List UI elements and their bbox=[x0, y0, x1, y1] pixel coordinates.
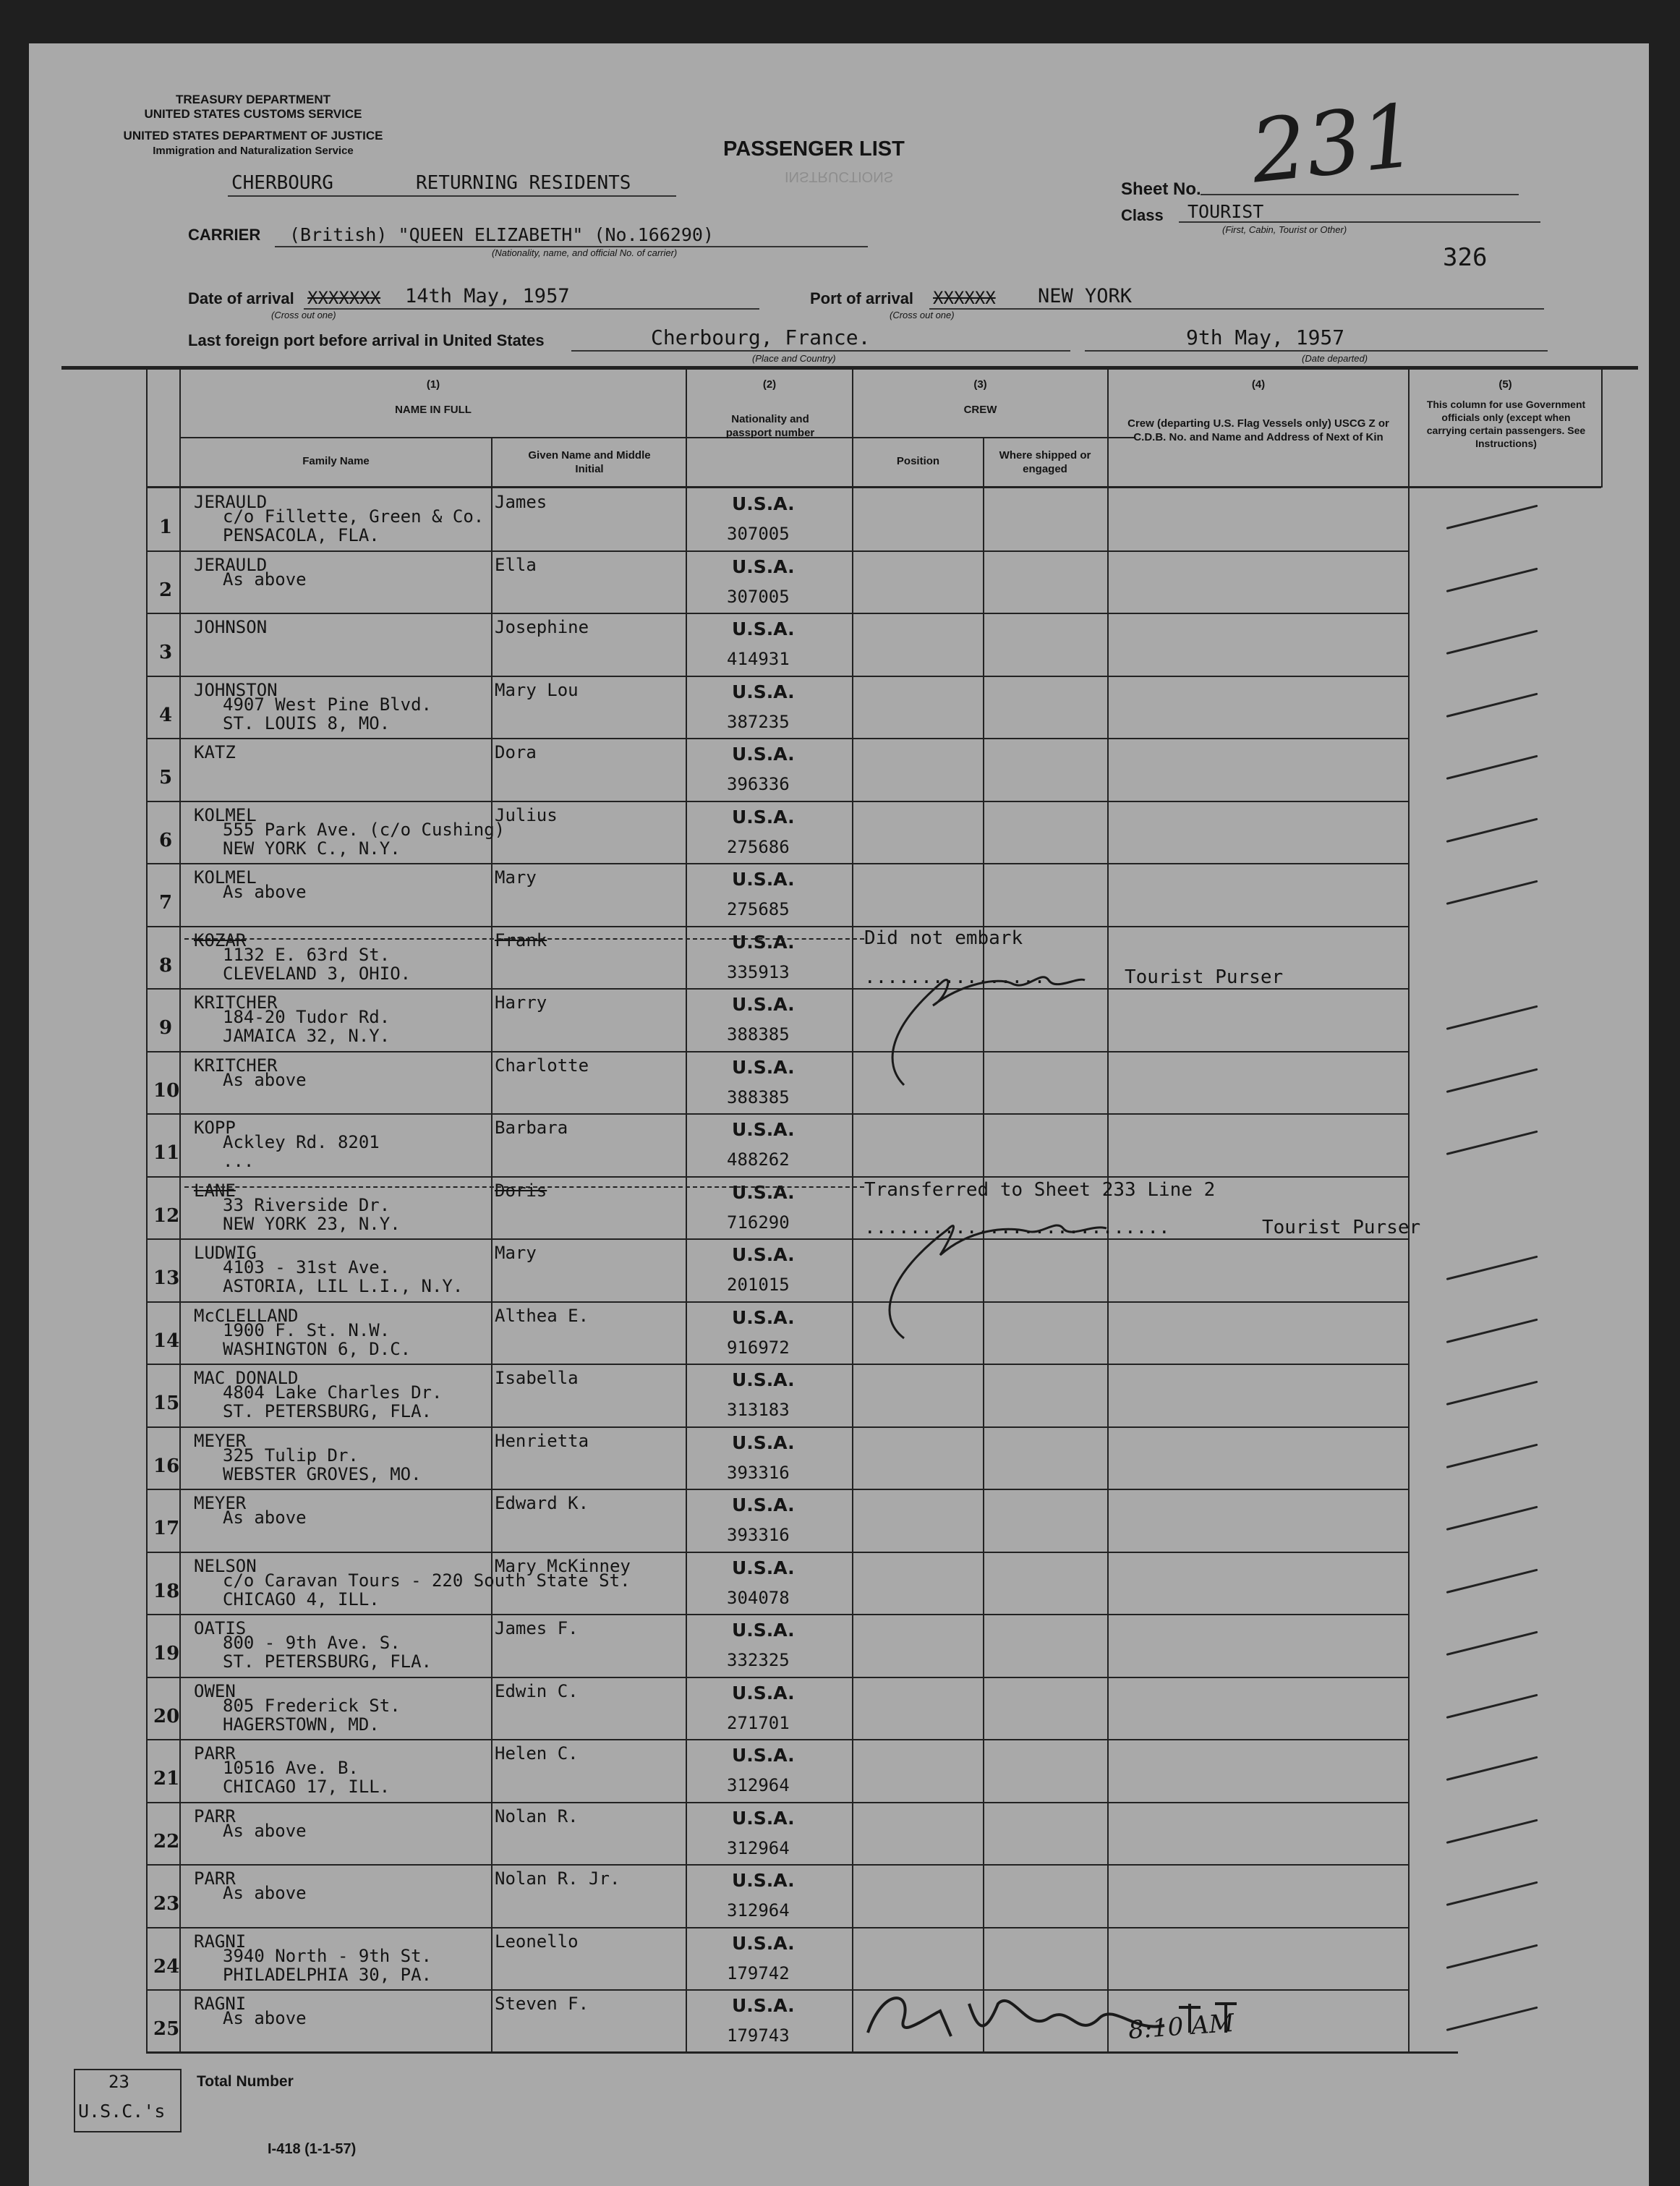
family-name: JOHNSTON bbox=[194, 679, 278, 700]
row-rule bbox=[146, 1301, 1410, 1303]
position-heading: Position bbox=[896, 455, 940, 467]
nationality: U.S.A. bbox=[732, 1995, 795, 2016]
check-mark bbox=[1446, 880, 1538, 905]
row8-note: Did not embark bbox=[864, 927, 1023, 949]
row-rule bbox=[146, 926, 1410, 927]
address-line-1: 805 Frederick St. bbox=[223, 1695, 401, 1716]
row-rule bbox=[146, 1426, 1410, 1428]
class-line bbox=[1179, 220, 1540, 223]
given-name: Althea E. bbox=[495, 1305, 589, 1326]
address-line-2: ST. PETERSBURG, FLA. bbox=[223, 1401, 432, 1421]
check-mark bbox=[1446, 755, 1538, 780]
passport-number: 307005 bbox=[727, 586, 790, 607]
row-rule bbox=[146, 1364, 1410, 1365]
nationality: U.S.A. bbox=[732, 1432, 795, 1453]
check-mark bbox=[1446, 1443, 1538, 1468]
address-line-2: NEW YORK C., N.Y. bbox=[223, 838, 401, 859]
passport-number: 271701 bbox=[727, 1712, 790, 1733]
check-mark bbox=[1446, 1693, 1538, 1718]
check-mark bbox=[1446, 1005, 1538, 1030]
passport-number: 179742 bbox=[727, 1962, 790, 1983]
address-line-1: 4804 Lake Charles Dr. bbox=[223, 1382, 443, 1403]
check-mark bbox=[1446, 1131, 1538, 1155]
departed-value: 9th May, 1957 bbox=[1186, 326, 1345, 349]
given-name: Doris bbox=[495, 1180, 547, 1201]
passport-number: 179743 bbox=[727, 2025, 790, 2046]
class-caption: (First, Cabin, Tourist or Other) bbox=[1222, 224, 1347, 235]
given-name: Nolan R. bbox=[495, 1806, 579, 1826]
address-line-1: As above bbox=[223, 569, 307, 590]
arrival-crossed: XXXXXXX bbox=[307, 288, 381, 308]
row-number: 6 bbox=[159, 829, 173, 851]
row-number: 11 bbox=[153, 1142, 180, 1164]
nationality: U.S.A. bbox=[732, 931, 795, 953]
passport-number: 335913 bbox=[727, 961, 790, 982]
address-line-2: CLEVELAND 3, OHIO. bbox=[223, 963, 412, 984]
agency-line-2: UNITED STATES CUSTOMS SERVICE bbox=[144, 107, 362, 121]
row-rule bbox=[146, 1552, 1410, 1553]
total-number-label: Total Number bbox=[197, 2073, 294, 2090]
nationality: U.S.A. bbox=[732, 1745, 795, 1766]
address-line-2: NEW YORK 23, N.Y. bbox=[223, 1213, 401, 1234]
class-value: TOURIST bbox=[1187, 201, 1264, 222]
col1-number: (1) bbox=[426, 378, 440, 391]
agency-line-3: UNITED STATES DEPARTMENT OF JUSTICE bbox=[123, 129, 383, 143]
address-line-1: As above bbox=[223, 1507, 307, 1528]
passport-number: 275686 bbox=[727, 836, 790, 857]
nationality: U.S.A. bbox=[732, 556, 795, 577]
sheet-number: 231 bbox=[1246, 85, 1422, 203]
given-name: Julius bbox=[495, 804, 558, 825]
row-number: 13 bbox=[153, 1267, 180, 1289]
crew-departing-heading: Crew (departing U.S. Flag Vessels only) USCG Z or C.D.B. No. and Name and Address of Next of Kin bbox=[1127, 417, 1389, 443]
given-name: James bbox=[495, 492, 547, 512]
family-name: NELSON bbox=[194, 1555, 257, 1576]
given-name: Barbara bbox=[495, 1118, 568, 1138]
address-line-2: CHICAGO 17, ILL. bbox=[223, 1777, 391, 1797]
given-name: Edward K. bbox=[495, 1493, 589, 1513]
passport-number: 201015 bbox=[727, 1275, 790, 1295]
given-name: Mary bbox=[495, 867, 537, 888]
row-rule bbox=[146, 863, 1410, 864]
arrival-label: Date of arrival bbox=[188, 289, 294, 307]
row-number: 23 bbox=[153, 1893, 180, 1915]
nationality: U.S.A. bbox=[732, 1306, 795, 1328]
row-number: 8 bbox=[159, 954, 173, 977]
given-name: Isabella bbox=[495, 1368, 579, 1388]
row-number: 10 bbox=[153, 1079, 180, 1102]
arrival-value: 14th May, 1957 bbox=[405, 285, 570, 307]
family-name: OATIS bbox=[194, 1618, 247, 1638]
row12-dots: ........................... bbox=[864, 1217, 1170, 1238]
row-number: 19 bbox=[153, 1643, 180, 1664]
col-right-edge bbox=[1601, 369, 1603, 488]
passport-number: 393316 bbox=[727, 1462, 790, 1483]
check-mark bbox=[1446, 1944, 1538, 1968]
arrival-line bbox=[304, 307, 759, 310]
row8-signature bbox=[861, 940, 1135, 1100]
check-mark bbox=[1446, 1881, 1538, 1906]
total-box-count: 23 bbox=[108, 2072, 129, 2092]
given-name: Harry bbox=[495, 992, 547, 1013]
nationality: U.S.A. bbox=[732, 1119, 795, 1140]
row-rule bbox=[146, 1677, 1410, 1678]
row-rule bbox=[146, 1489, 1410, 1490]
family-name: KOLMEL bbox=[194, 867, 257, 888]
check-mark bbox=[1446, 817, 1538, 842]
row-rule bbox=[146, 613, 1410, 614]
family-name: KOPP bbox=[194, 1118, 236, 1138]
given-name: James F. bbox=[495, 1618, 579, 1638]
given-name: Dora bbox=[495, 742, 537, 762]
col3-number: (3) bbox=[973, 378, 987, 391]
nationality: U.S.A. bbox=[732, 1557, 795, 1578]
address-line-2: ST. PETERSBURG, FLA. bbox=[223, 1651, 432, 1672]
name-in-full-heading: NAME IN FULL bbox=[395, 404, 472, 416]
port-arrival-label: Port of arrival bbox=[810, 289, 914, 307]
address-line-2: JAMAICA 32, N.Y. bbox=[223, 1026, 391, 1046]
carrier-value: (British) "QUEEN ELIZABETH" (No.166290) bbox=[289, 224, 714, 245]
address-line-1: 4907 West Pine Blvd. bbox=[223, 694, 432, 715]
row-rule bbox=[146, 1051, 1410, 1052]
address-line-2: CHICAGO 4, ILL. bbox=[223, 1589, 380, 1609]
sheet-label: Sheet No. bbox=[1121, 179, 1201, 199]
given-name: Henrietta bbox=[495, 1430, 589, 1451]
nationality: U.S.A. bbox=[732, 1932, 795, 1954]
row-number: 17 bbox=[153, 1518, 180, 1539]
port-crossed: XXXXXX bbox=[933, 288, 996, 308]
given-name: Mary bbox=[495, 1243, 537, 1263]
nationality: U.S.A. bbox=[732, 1620, 795, 1641]
address-line-1: As above bbox=[223, 1069, 307, 1090]
passport-number: 332325 bbox=[727, 1650, 790, 1670]
passport-number: 313183 bbox=[727, 1400, 790, 1420]
address-line-2: WEBSTER GROVES, MO. bbox=[223, 1463, 422, 1484]
row-number: 12 bbox=[153, 1204, 180, 1227]
given-name: Edwin C. bbox=[495, 1680, 579, 1701]
given-name: Nolan R. Jr. bbox=[495, 1868, 621, 1889]
row-rule bbox=[146, 1739, 1410, 1740]
carrier-caption: (Nationality, name, and official No. of carrier) bbox=[492, 247, 678, 258]
passport-number: 396336 bbox=[727, 774, 790, 794]
check-mark bbox=[1446, 1068, 1538, 1092]
header-sub-rule bbox=[181, 437, 1135, 438]
row-number: 9 bbox=[159, 1017, 173, 1039]
given-name: Ella bbox=[495, 554, 537, 575]
agency-line-4: Immigration and Naturalization Service bbox=[153, 145, 354, 157]
row-number: 2 bbox=[159, 579, 173, 601]
nationality: U.S.A. bbox=[732, 618, 795, 639]
check-mark bbox=[1446, 1568, 1538, 1593]
nationality: U.S.A. bbox=[732, 869, 795, 890]
check-mark bbox=[1446, 1318, 1538, 1343]
nationality: U.S.A. bbox=[732, 493, 795, 514]
row-rule bbox=[146, 550, 1410, 552]
last-port-value: Cherbourg, France. bbox=[651, 326, 871, 349]
passport-number: 388385 bbox=[727, 1086, 790, 1107]
family-name: KRITCHER bbox=[194, 992, 278, 1013]
nationality: U.S.A. bbox=[732, 1682, 795, 1704]
row-rule bbox=[146, 1864, 1410, 1866]
passport-number: 916972 bbox=[727, 1337, 790, 1358]
address-line-2: ... bbox=[223, 1151, 255, 1171]
family-name: MEYER bbox=[194, 1493, 247, 1513]
family-name: LANE bbox=[194, 1180, 236, 1201]
address-line-1: As above bbox=[223, 882, 307, 902]
last-port-line bbox=[571, 349, 1070, 352]
govt-use-heading: This column for use Government officials only (except when carrying certain passengers. See Instructions) bbox=[1426, 399, 1586, 449]
address-line-1: As above bbox=[223, 1883, 307, 1903]
address-line-1: 184-20 Tudor Rd. bbox=[223, 1007, 391, 1027]
address-line-1: c/o Fillette, Green & Co. bbox=[223, 506, 485, 527]
given-name: Steven F. bbox=[495, 1994, 589, 2014]
row-number: 14 bbox=[153, 1330, 180, 1352]
port-arrival-value: NEW YORK bbox=[1038, 285, 1133, 307]
family-name-heading: Family Name bbox=[302, 455, 370, 467]
faint-instructions-title: INSTRUCTIONS bbox=[785, 169, 893, 184]
family-name: KOLMEL bbox=[194, 804, 257, 825]
departed-caption: (Date departed) bbox=[1302, 353, 1368, 364]
row12-signature bbox=[861, 1186, 1164, 1353]
carrier-label: CARRIER bbox=[188, 226, 261, 244]
nationality: U.S.A. bbox=[732, 1181, 795, 1203]
passport-number: 414931 bbox=[727, 649, 790, 669]
port-line-right: RETURNING RESIDENTS bbox=[416, 172, 631, 194]
last-port-label: Last foreign port before arrival in United States bbox=[188, 331, 545, 349]
nationality: U.S.A. bbox=[732, 806, 795, 828]
family-name: MEYER bbox=[194, 1430, 247, 1451]
page-number: 326 bbox=[1443, 243, 1488, 272]
family-name: RAGNI bbox=[194, 1931, 247, 1952]
passport-number: 312964 bbox=[727, 1900, 790, 1921]
address-line-1: Ackley Rd. 8201 bbox=[223, 1132, 380, 1152]
family-name: OWEN bbox=[194, 1680, 236, 1701]
row-rule bbox=[146, 676, 1410, 677]
where-shipped-heading: Where shipped or engaged bbox=[999, 449, 1091, 475]
row-rule bbox=[146, 1113, 1410, 1115]
crew-heading: CREW bbox=[963, 404, 997, 416]
passport-number: 304078 bbox=[727, 1587, 790, 1608]
col5-number: (5) bbox=[1498, 378, 1512, 391]
nationality: U.S.A. bbox=[732, 1494, 795, 1515]
family-name: KOZAR bbox=[194, 930, 247, 950]
passport-number: 393316 bbox=[727, 1525, 790, 1545]
port-line-left: CHERBOURG bbox=[231, 172, 333, 194]
col2-number: (2) bbox=[762, 378, 777, 391]
address-line-2: PENSACOLA, FLA. bbox=[223, 525, 380, 545]
passenger-list-sheet bbox=[29, 43, 1649, 2186]
nationality: U.S.A. bbox=[732, 681, 795, 702]
family-name: MAC DONALD bbox=[194, 1368, 299, 1388]
check-mark bbox=[1446, 1819, 1538, 1843]
given-name: Charlotte bbox=[495, 1055, 589, 1076]
nationality: U.S.A. bbox=[732, 1056, 795, 1078]
address-line-1: 800 - 9th Ave. S. bbox=[223, 1633, 401, 1653]
family-name: PARR bbox=[194, 1868, 236, 1889]
check-mark bbox=[1446, 1756, 1538, 1781]
row12-signer: Tourist Purser bbox=[1262, 1217, 1421, 1238]
address-line-1: 555 Park Ave. (c/o Cushing) bbox=[223, 819, 506, 840]
nationality: U.S.A. bbox=[732, 1244, 795, 1265]
passport-number: 716290 bbox=[727, 1212, 790, 1233]
given-name: Mary McKinney bbox=[495, 1555, 631, 1576]
address-line-2: ASTORIA, LIL L.I., N.Y. bbox=[223, 1276, 464, 1296]
check-mark bbox=[1446, 2007, 1538, 2031]
address-line-1: c/o Caravan Tours - 220 South State St. bbox=[223, 1570, 631, 1591]
passport-number: 488262 bbox=[727, 1149, 790, 1170]
address-line-2: ST. LOUIS 8, MO. bbox=[223, 713, 391, 733]
address-line-1: As above bbox=[223, 1820, 307, 1841]
given-name: Josephine bbox=[495, 617, 589, 637]
form-number: I-418 (1-1-57) bbox=[268, 2141, 357, 2157]
family-name: McCLELLAND bbox=[194, 1305, 299, 1326]
nationality: U.S.A. bbox=[732, 1870, 795, 1891]
passport-number: 275685 bbox=[727, 899, 790, 919]
row-rule bbox=[146, 1802, 1410, 1803]
port-line-underline bbox=[228, 194, 676, 197]
address-line-1: 1900 F. St. N.W. bbox=[223, 1319, 391, 1340]
check-mark bbox=[1446, 630, 1538, 655]
passport-number: 387235 bbox=[727, 711, 790, 732]
row8-dots: ................ bbox=[864, 966, 1046, 988]
address-line-2: PHILADELPHIA 30, PA. bbox=[223, 1964, 432, 1985]
family-name: PARR bbox=[194, 1743, 236, 1764]
check-mark bbox=[1446, 1256, 1538, 1280]
given-name: Mary Lou bbox=[495, 679, 579, 700]
family-name: JOHNSON bbox=[194, 617, 268, 637]
address-line-1: 1132 E. 63rd St. bbox=[223, 944, 391, 965]
address-line-2: HAGERSTOWN, MD. bbox=[223, 1714, 380, 1735]
passport-number: 312964 bbox=[727, 1837, 790, 1858]
passport-number: 307005 bbox=[727, 524, 790, 544]
nationality-heading: Nationality and passport number bbox=[725, 413, 815, 439]
port-arrival-line bbox=[929, 307, 1544, 310]
row-number: 7 bbox=[159, 892, 173, 914]
row-number: 25 bbox=[153, 2018, 180, 2040]
given-name: Helen C. bbox=[495, 1743, 579, 1764]
row-rule bbox=[146, 1238, 1410, 1240]
row-rule bbox=[146, 738, 1410, 739]
row-number: 16 bbox=[153, 1455, 180, 1477]
family-name: KATZ bbox=[194, 742, 236, 762]
nationality: U.S.A. bbox=[732, 994, 795, 1015]
document-title: PASSENGER LIST bbox=[723, 137, 905, 161]
family-name: PARR bbox=[194, 1806, 236, 1826]
row12-strike-line bbox=[184, 1186, 864, 1188]
address-line-1: As above bbox=[223, 2008, 307, 2028]
family-name: JERAULD bbox=[194, 492, 268, 512]
passport-number: 388385 bbox=[727, 1024, 790, 1045]
row-rule bbox=[146, 1927, 1410, 1928]
family-name: KRITCHER bbox=[194, 1055, 278, 1076]
row-rule bbox=[146, 801, 1410, 802]
table-top-rule bbox=[61, 366, 1638, 370]
address-line-1: 325 Tulip Dr. bbox=[223, 1445, 359, 1466]
family-name: JERAULD bbox=[194, 554, 268, 575]
row-number: 1 bbox=[159, 516, 173, 538]
check-mark bbox=[1446, 505, 1538, 530]
row-number: 5 bbox=[159, 767, 173, 788]
arrival-cross-out: (Cross out one) bbox=[271, 310, 336, 320]
address-line-1: 33 Riverside Dr. bbox=[223, 1194, 391, 1215]
row25-time: 8:10 AM bbox=[1127, 2008, 1235, 2046]
row-number: 22 bbox=[153, 1830, 180, 1853]
agency-line-1: TREASURY DEPARTMENT bbox=[175, 93, 331, 106]
check-mark bbox=[1446, 1381, 1538, 1405]
check-mark bbox=[1446, 1631, 1538, 1656]
row8-signer: Tourist Purser bbox=[1125, 966, 1284, 988]
sheet-line bbox=[1201, 192, 1519, 195]
address-line-1: 4103 - 31st Ave. bbox=[223, 1257, 391, 1277]
passport-number: 312964 bbox=[727, 1775, 790, 1795]
nationality: U.S.A. bbox=[732, 1807, 795, 1829]
family-name: RAGNI bbox=[194, 1994, 247, 2014]
check-mark bbox=[1446, 692, 1538, 717]
check-mark bbox=[1446, 567, 1538, 592]
given-name-heading: Given Name and Middle Initial bbox=[528, 449, 651, 475]
row-number: 3 bbox=[159, 642, 173, 663]
row-rule bbox=[146, 1176, 1410, 1178]
address-line-1: 10516 Ave. B. bbox=[223, 1758, 359, 1778]
row-number: 4 bbox=[159, 704, 173, 726]
class-label: Class bbox=[1121, 206, 1164, 224]
check-mark bbox=[1446, 1506, 1538, 1531]
address-line-2: WASHINGTON 6, D.C. bbox=[223, 1338, 412, 1359]
row-number: 24 bbox=[153, 1955, 180, 1978]
row8-strike-line bbox=[184, 938, 864, 940]
row-number: 21 bbox=[153, 1768, 180, 1790]
port-cross-out: (Cross out one) bbox=[890, 310, 955, 320]
row-rule bbox=[146, 1614, 1410, 1615]
col4-number: (4) bbox=[1251, 378, 1266, 391]
row-number: 18 bbox=[153, 1580, 180, 1602]
address-line-1: 3940 North - 9th St. bbox=[223, 1945, 432, 1966]
family-name: LUDWIG bbox=[194, 1243, 257, 1263]
nationality: U.S.A. bbox=[732, 744, 795, 765]
given-name: Leonello bbox=[495, 1931, 579, 1952]
row-number: 20 bbox=[153, 1705, 180, 1727]
given-name: Frank bbox=[495, 930, 547, 950]
nationality: U.S.A. bbox=[732, 1369, 795, 1390]
row-number: 15 bbox=[153, 1392, 180, 1414]
row12-note: Transferred to Sheet 233 Line 2 bbox=[864, 1179, 1216, 1201]
departed-line bbox=[1085, 349, 1548, 352]
total-box-label: U.S.C.'s bbox=[78, 2101, 166, 2122]
row-rule bbox=[146, 988, 1410, 990]
place-caption: (Place and Country) bbox=[752, 353, 836, 364]
